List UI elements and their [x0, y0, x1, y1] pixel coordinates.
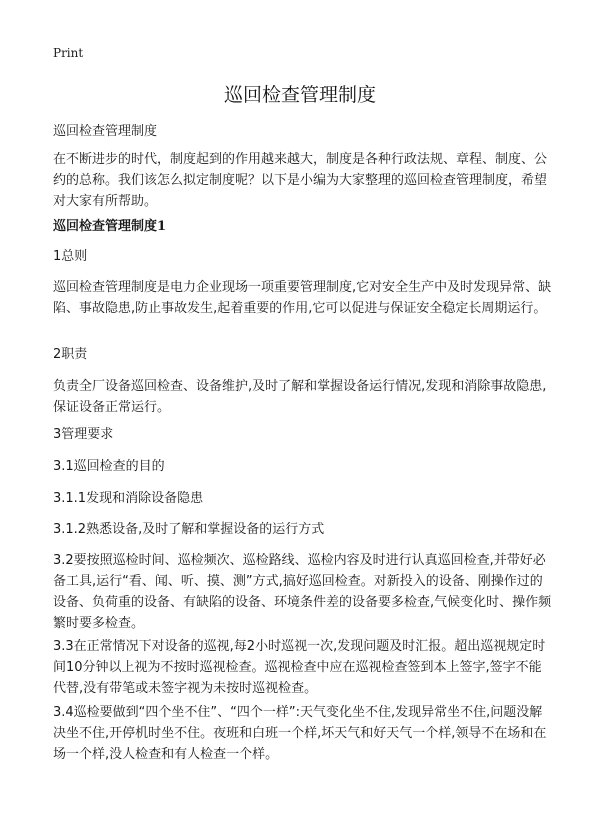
paragraph-3-2: 3.2要按照巡检时间、巡检频次、巡检路线、巡检内容及时进行认真巡回检查,并带好必备工具,运行“看、闻、听、摸、测”方式,搞好巡回检查。对新投入的设备、刚操作过的设备、负荷重的设备、有缺陷的设备、环境条件差的设备要多检查,气候变化时、操作频繁时要多检查。 [53, 553, 552, 631]
intro-paragraph: 在不断进步的时代，制度起到的作用越来越大，制度是各种行政法规、章程、制度、公约的总称。我们该怎么拟定制度呢？以下是小编为大家整理的巡回检查管理制度，希望对大家有所帮助。 [53, 152, 548, 209]
heading-3-1-1: 3.1.1发现和消除设备隐患 [53, 491, 204, 506]
paragraph-3-4: 3.4巡检要做到“四个坐不住”、“四个一样”:天气变化坐不住,发现异常坐不住,问题没解决坐不住,开停机时坐不住。夜班和白班一个样,坏天气和好天气一个样,领导不在场和在场一个样,没人检查和有人检查一个样。 [53, 705, 547, 762]
document-title: 巡回检查管理制度 [223, 84, 376, 106]
heading-general: 1总则 [53, 249, 88, 264]
heading-3-1: 3.1巡回检查的目的 [53, 459, 165, 474]
paragraph-duty: 负责全厂设备巡回检查、设备维护,及时了解和掌握设备运行情况,发现和消除事故隐患,保证设备正常运行。 [53, 379, 547, 415]
paragraph-general: 巡回检查管理制度是电力企业现场一项重要管理制度,它对安全生产中及时发现异常、缺陷、事故隐患,防止事故发生,起着重要的作用,它可以促进与保证安全稳定长周期运行。 [53, 280, 552, 316]
heading-duty: 2职责 [53, 347, 88, 362]
heading-management: 3管理要求 [53, 427, 114, 442]
document-subtitle: 巡回检查管理制度 [53, 124, 158, 139]
section-title: 巡回检查管理制度1 [53, 219, 167, 234]
paragraph-3-3: 3.3在正常情况下对设备的巡视,每2小时巡视一次,发现问题及时汇报。超出巡视规定时间10分钟以上视为不按时巡视检查。巡视检查中应在巡视检查签到本上签字,签字不能代替,没有带笔或未签字视为未按时巡视检查。 [53, 639, 546, 696]
print-label: Print [53, 46, 84, 60]
heading-3-1-2: 3.1.2熟悉设备,及时了解和掌握设备的运行方式 [53, 522, 325, 537]
